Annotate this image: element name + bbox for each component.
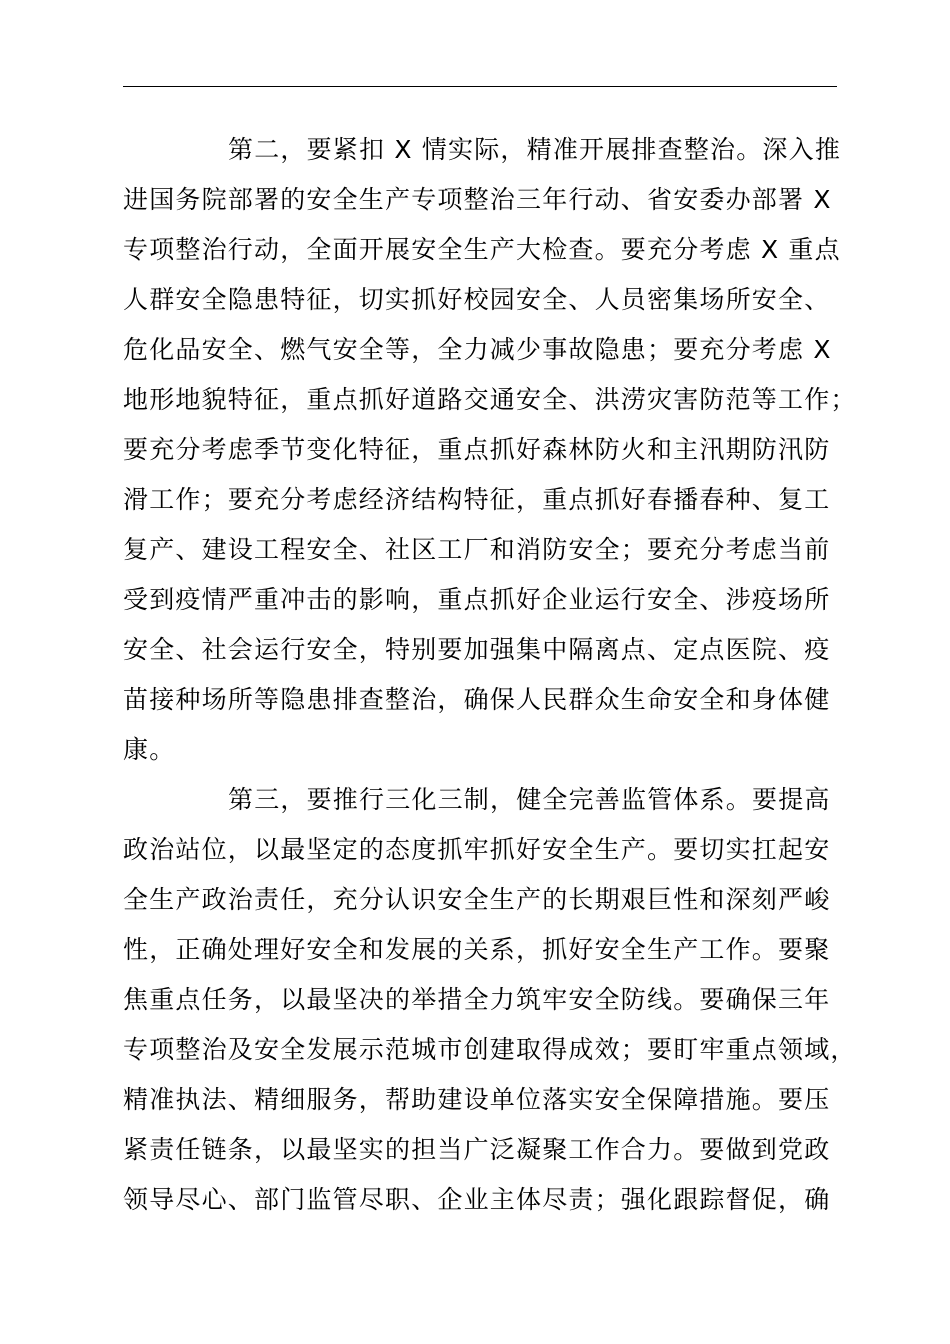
text-line-20: 精准执法、精细服务，帮助建设单位落实安全保障措施。要压 (123, 1085, 831, 1114)
text-line-5: 危化品安全、燃气安全等，全力减少事故隐患；要充分考虑 X (123, 335, 832, 364)
text-line-14: 第三，要推行三化三制，健全完善监管体系。要提高 (228, 785, 831, 814)
text-line-13: 康。 (123, 735, 176, 764)
text-line-3: 专项整治行动，全面开展安全生产大检查。要充分考虑 X 重点 (123, 235, 841, 264)
text-line-7: 要充分考虑季节变化特征，重点抓好森林防火和主汛期防汛防 (123, 435, 831, 464)
text-line-19: 专项整治及安全发展示范城市创建取得成效；要盯牢重点领域， (123, 1035, 857, 1064)
text-line-16: 全生产政治责任，充分认识安全生产的长期艰巨性和深刻严峻 (123, 885, 831, 914)
text-line-10: 受到疫情严重冲击的影响，重点抓好企业运行安全、涉疫场所 (123, 585, 831, 614)
text-line-6: 地形地貌特征，重点抓好道路交通安全、洪涝灾害防范等工作； (123, 385, 857, 414)
text-line-1: 第二，要紧扣 X 情实际，精准开展排查整治。深入推 (228, 135, 842, 164)
header-rule (123, 86, 837, 87)
text-line-4: 人群安全隐患特征，切实抓好校园安全、人员密集场所安全、 (123, 285, 831, 314)
text-line-8: 滑工作；要充分考虑经济结构特征，重点抓好春播春种、复工 (123, 485, 831, 514)
text-line-21: 紧责任链条，以最坚实的担当广泛凝聚工作合力。要做到党政 (123, 1135, 831, 1164)
text-line-18: 焦重点任务，以最坚决的举措全力筑牢安全防线。要确保三年 (123, 985, 831, 1014)
text-line-22: 领导尽心、部门监管尽职、企业主体尽责；强化跟踪督促，确 (123, 1185, 831, 1214)
text-line-11: 安全、社会运行安全，特别要加强集中隔离点、定点医院、疫 (123, 635, 831, 664)
text-line-17: 性，正确处理好安全和发展的关系，抓好安全生产工作。要聚 (123, 935, 831, 964)
text-line-9: 复产、建设工程安全、社区工厂和消防安全；要充分考虑当前 (123, 535, 831, 564)
text-line-12: 苗接种场所等隐患排查整治，确保人民群众生命安全和身体健 (123, 685, 831, 714)
text-line-15: 政治站位，以最坚定的态度抓牢抓好安全生产。要切实扛起安 (123, 835, 831, 864)
text-line-2: 进国务院部署的安全生产专项整治三年行动、省安委办部署 X (123, 185, 832, 214)
